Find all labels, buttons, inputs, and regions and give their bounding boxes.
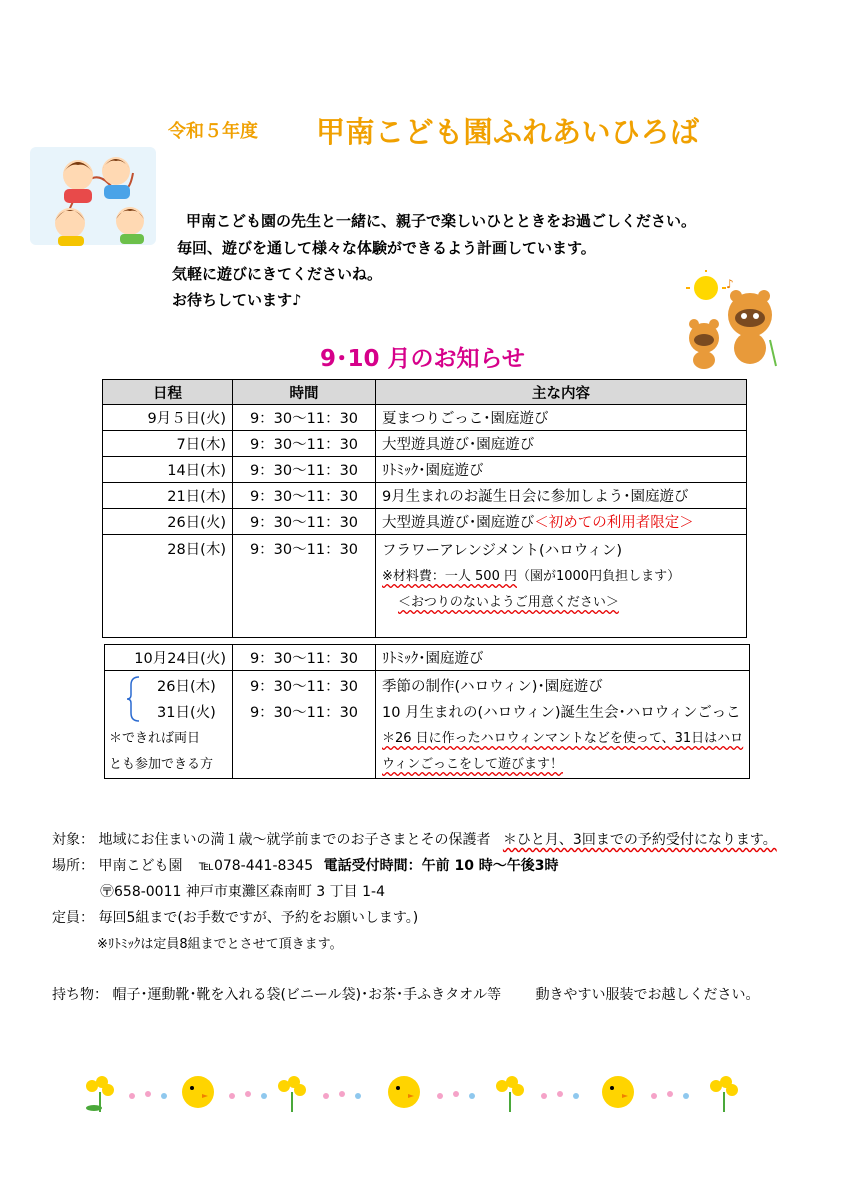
header-content: 主な内容: [376, 380, 747, 405]
place-name: 甲南こども園: [98, 858, 183, 874]
row-content: 10 月生まれの(ハロウィン)誕生生会･ハロウィンごっこ: [382, 705, 741, 721]
material-fee-note: [382, 564, 740, 590]
row-time: 9：30～11：30: [233, 535, 376, 638]
october-schedule-table: [104, 644, 750, 779]
target-line: [52, 829, 777, 849]
row-date: 14日(木): [103, 457, 233, 483]
place-label: 場所：: [52, 858, 94, 874]
chick-icon: [182, 1076, 214, 1108]
september-schedule-table: [102, 379, 747, 638]
bracket-icon: [127, 675, 141, 723]
both-days-note-2: とも参加できる方: [109, 757, 214, 772]
row-time: 9：30～11：30: [233, 405, 376, 431]
table-row: [103, 405, 747, 431]
row-content: [376, 509, 747, 535]
row-content-group: [376, 671, 750, 779]
material-fee-text: ※材料費：一人 500 円: [382, 569, 517, 584]
table-header-row: [103, 380, 747, 405]
intro-line-2: 毎回、遊びを通して様々な体験ができるよう計画しています。: [177, 239, 596, 257]
row-content: 夏まつりごっこ･園庭遊び: [376, 405, 747, 431]
row-date: 7日(木): [103, 431, 233, 457]
table-row: [103, 431, 747, 457]
row-date: 28日(木): [103, 535, 233, 638]
table-row: [103, 509, 747, 535]
row-content: ﾘﾄﾐｯｸ･園庭遊び: [376, 457, 747, 483]
halloween-note-2: [382, 752, 743, 778]
children-drawing-illustration: [28, 143, 160, 251]
row-content-text: 大型遊具遊び･園庭遊び: [382, 515, 535, 531]
capacity-text: 毎回5組まで(お手数ですが、予約をお願いします。): [98, 910, 419, 926]
chick-icon: [388, 1076, 420, 1108]
header-time: 時間: [233, 380, 376, 405]
capacity-label: 定員：: [52, 910, 94, 926]
title-prefix: 令和５年度: [168, 121, 258, 142]
both-days-note-1: ＊できれば両日: [109, 731, 201, 746]
row-content: 9月生まれのお誕生日会に参加しよう･園庭遊び: [376, 483, 747, 509]
page-title: 甲南こども園ふれあいひろば: [316, 115, 700, 149]
phone-number: ℡078-441-8345: [198, 858, 314, 874]
rhythmic-capacity-note: ※ﾘﾄﾐｯｸは定員8組までとさせて頂きます。: [97, 937, 343, 952]
items-text: 帽子･運動靴･靴を入れる袋(ビニール袋)･お茶･手ふきタオル等: [112, 987, 502, 1003]
raccoon-sun-illustration: [680, 270, 780, 370]
flower-icon: [278, 1076, 306, 1112]
halloween-note-1: [382, 726, 743, 752]
row-content: [376, 535, 747, 638]
row-time: 9：30～11：30: [233, 483, 376, 509]
exact-change-text: ＜おつりのないようご用意ください＞: [398, 595, 619, 610]
phone-hours: 電話受付時間：午前 10 時～午後3時: [323, 858, 559, 874]
table-row: [105, 645, 750, 671]
row-date: 26日(木): [157, 679, 216, 695]
row-date: 26日(火): [103, 509, 233, 535]
row-time: 9：30～11：30: [233, 457, 376, 483]
row-date: 21日(木): [103, 483, 233, 509]
halloween-note-1-text: ＊26 日に作ったハロウィンマントなどを使って、31日はハロ: [382, 731, 744, 746]
row-content: 季節の制作(ハロウィン)･園庭遊び: [382, 679, 603, 695]
target-text: 地域にお住まいの満１歳～就学前までのお子さまとその保護者: [98, 832, 491, 848]
place-line: [52, 855, 559, 875]
row-time-group: [233, 671, 376, 779]
halloween-note-2-text: ウィンごっこをして遊びます！: [382, 757, 563, 772]
svg-text:♪: ♪: [726, 277, 734, 291]
row-date: 9月５日(火): [103, 405, 233, 431]
table-row: [103, 483, 747, 509]
material-fee-subsidy: （園が1000円負担します）: [516, 569, 681, 584]
chick-icon: [602, 1076, 634, 1108]
intro-line-3: 気軽に遊びにきてくださいね。: [172, 265, 383, 283]
footer-decoration: [70, 1070, 760, 1120]
flower-icon: [710, 1076, 738, 1112]
row-time: 9：30～11：30: [249, 679, 359, 695]
exact-change-note: [382, 590, 740, 616]
first-time-note: ＜初めての利用者限定＞: [534, 515, 694, 531]
table-row: [103, 457, 747, 483]
row-content-text: フラワーアレンジメント(ハロウィン): [382, 543, 622, 559]
clothing-note: 動きやすい服装でお越しください。: [535, 987, 760, 1003]
table-row: [105, 671, 750, 779]
notice-heading: 9･10 月のお知らせ: [320, 346, 525, 372]
row-time: 9：30～11：30: [249, 705, 359, 721]
header-date: 日程: [103, 380, 233, 405]
intro-line-4: お待ちしています♪: [172, 291, 302, 309]
table-row: [103, 535, 747, 638]
flower-icon: [86, 1076, 114, 1112]
reservation-limit-note: ＊ひと月、3回までの予約受付になります。: [502, 832, 777, 848]
row-content: 大型遊具遊び･園庭遊び: [376, 431, 747, 457]
row-time: 9：30～11：30: [233, 509, 376, 535]
target-label: 対象：: [52, 832, 94, 848]
row-date: 31日(火): [157, 705, 216, 721]
capacity-line: [52, 907, 418, 927]
items-label: 持ち物：: [52, 987, 108, 1003]
row-time: 9：30～11：30: [233, 645, 376, 671]
row-time: 9：30～11：30: [233, 431, 376, 457]
flower-icon: [496, 1076, 524, 1112]
intro-line-1: 甲南こども園の先生と一緒に、親子で楽しいひとときをお過ごしください。: [186, 212, 697, 230]
address-line: 〶658-0011 神戸市東灘区森南町 3 丁目 1-4: [100, 884, 385, 900]
row-date-group: [105, 671, 233, 779]
row-date: 10月24日(火): [105, 645, 233, 671]
items-line: [52, 984, 760, 1004]
row-content: ﾘﾄﾐｯｸ･園庭遊び: [376, 645, 750, 671]
